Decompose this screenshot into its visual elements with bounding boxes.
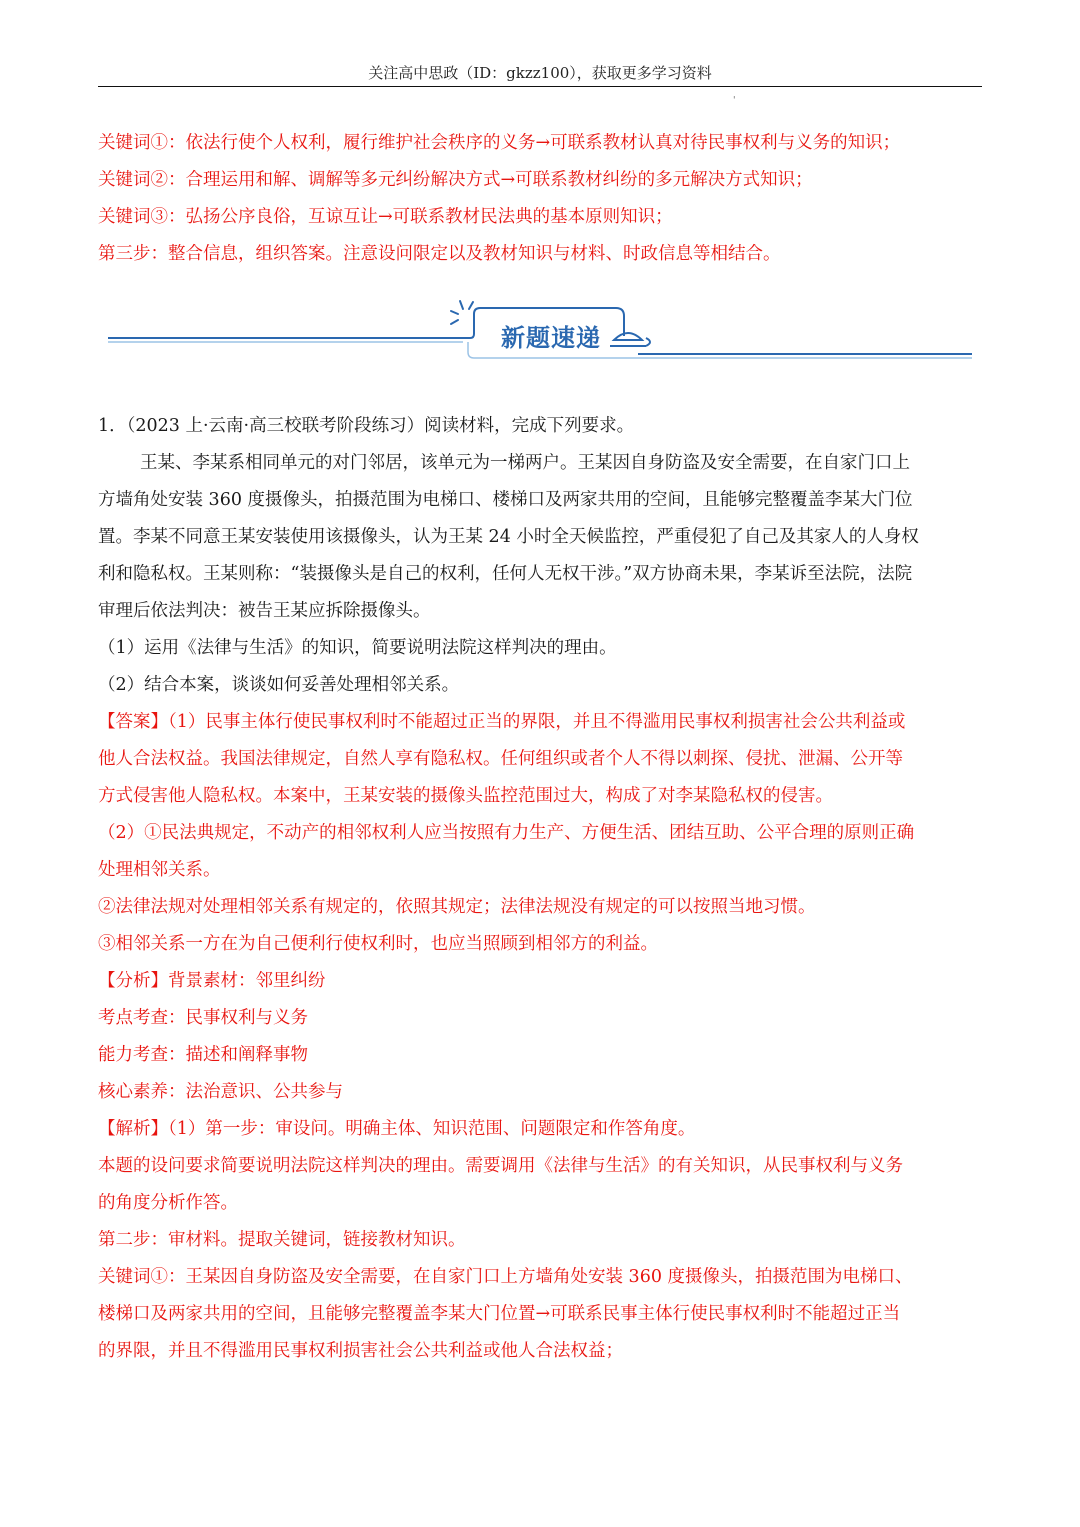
answer-line: ②法律法规对处理相邻关系有规定的，依照其规定；法律法规没有规定的可以按照当地习惯。 (98, 897, 816, 917)
cup-icon (610, 333, 650, 346)
explanation-line: 楼梯口及两家共用的空间，且能够完整覆盖李某大门位置→可联系民事主体行使民事权利时不能超过正当 (98, 1304, 901, 1324)
banner-title: 新题速递 (501, 324, 601, 352)
answer-line: 方式侵害他人隐私权。本案中，王某安装的摄像头监控范围过大，构成了对李某隐私权的侵害。 (98, 786, 833, 806)
material-line: 审理后依法判决：被告王某应拆除摄像头。 (98, 601, 431, 621)
answer-line: 他人合法权益。我国法律规定，自然人享有隐私权。任何组织或者个人不得以刺探、侵扰、泄漏、公开等 (98, 749, 903, 769)
explanation-line: 本题的设问要求简要说明法院这样判决的理由。需要调用《法律与生活》的有关知识，从民事权利与义务 (98, 1156, 903, 1176)
analysis-line: 核心素养：法治意识、公共参与 (98, 1082, 343, 1102)
header-tick-mark: ' (733, 96, 736, 106)
sparkle-icon (451, 301, 473, 324)
answer-line: 【答案】（1）民事主体行使民事权利时不能超过正当的界限，并且不得滥用民事权利损害社会公共利益或 (98, 712, 906, 732)
section-banner (108, 296, 972, 366)
material-line: 方墙角处安装 360 度摄像头，拍摄范围为电梯口、楼梯口及两家共用的空间，且能够完整覆盖李某大门位 (98, 490, 913, 510)
analysis-line: 能力考查：描述和阐释事物 (98, 1045, 308, 1065)
material-line: 王某、李某系相同单元的对门邻居，该单元为一梯两户。王某因自身防盗及安全需要，在自家门口上 (140, 453, 910, 473)
analysis-line: 【分析】背景素材：邻里纠纷 (98, 971, 326, 991)
sub-question-2: （2）结合本案，谈谈如何妥善处理相邻关系。 (98, 675, 460, 695)
analysis-line: 考点考查：民事权利与义务 (98, 1008, 308, 1028)
explanation-line: 的界限，并且不得滥用民事权利损害社会公共利益或他人合法权益； (98, 1341, 623, 1361)
explanation-line: 的角度分析作答。 (98, 1193, 238, 1213)
page-header: 关注高中思政（ID：gkzz100），获取更多学习资料 (368, 64, 712, 82)
material-line: 置。李某不同意王某安装使用该摄像头，认为王某 24 小时全天候监控，严重侵犯了自己及其家人的人身权 (98, 527, 919, 547)
material-line: 利和隐私权。王某则称：“装摄像头是自己的权利，任何人无权干涉。”双方协商未果，李某诉至法院，法院 (98, 564, 913, 584)
answer-line: （2）①民法典规定，不动产的相邻权利人应当按照有力生产、方便生活、团结互助、公平合理的原则正确 (98, 823, 915, 843)
question-heading: 1．（2023 上·云南·高三校联考阶段练习）阅读材料，完成下列要求。 (98, 416, 635, 436)
keyword-line-2: 关键词②：合理运用和解、调解等多元纠纷解决方式→可联系教材纠纷的多元解决方式知识； (98, 170, 813, 190)
explanation-line: 第二步：审材料。提取关键词，链接教材知识。 (98, 1230, 466, 1250)
header-rule (98, 86, 982, 87)
step-three-line: 第三步：整合信息，组织答案。注意设问限定以及教材知识与材料、时政信息等相结合。 (98, 244, 781, 264)
sub-question-1: （1）运用《法律与生活》的知识，简要说明法院这样判决的理由。 (98, 638, 617, 658)
explanation-line: 关键词①：王某因自身防盗及安全需要，在自家门口上方墙角处安装 360 度摄像头，拍摄范围为电梯口、 (98, 1267, 913, 1287)
answer-line: 处理相邻关系。 (98, 860, 221, 880)
keyword-line-3: 关键词③：弘扬公序良俗，互谅互让→可联系教材民法典的基本原则知识； (98, 207, 673, 227)
keyword-line-1: 关键词①：依法行使个人权利，履行维护社会秩序的义务→可联系教材认真对待民事权利与义务的知识； (98, 133, 901, 153)
answer-line: ③相邻关系一方在为自己便利行使权利时，也应当照顾到相邻方的利益。 (98, 934, 658, 954)
explanation-line: 【解析】（1）第一步：审设问。明确主体、知识范围、问题限定和作答角度。 (98, 1119, 696, 1139)
